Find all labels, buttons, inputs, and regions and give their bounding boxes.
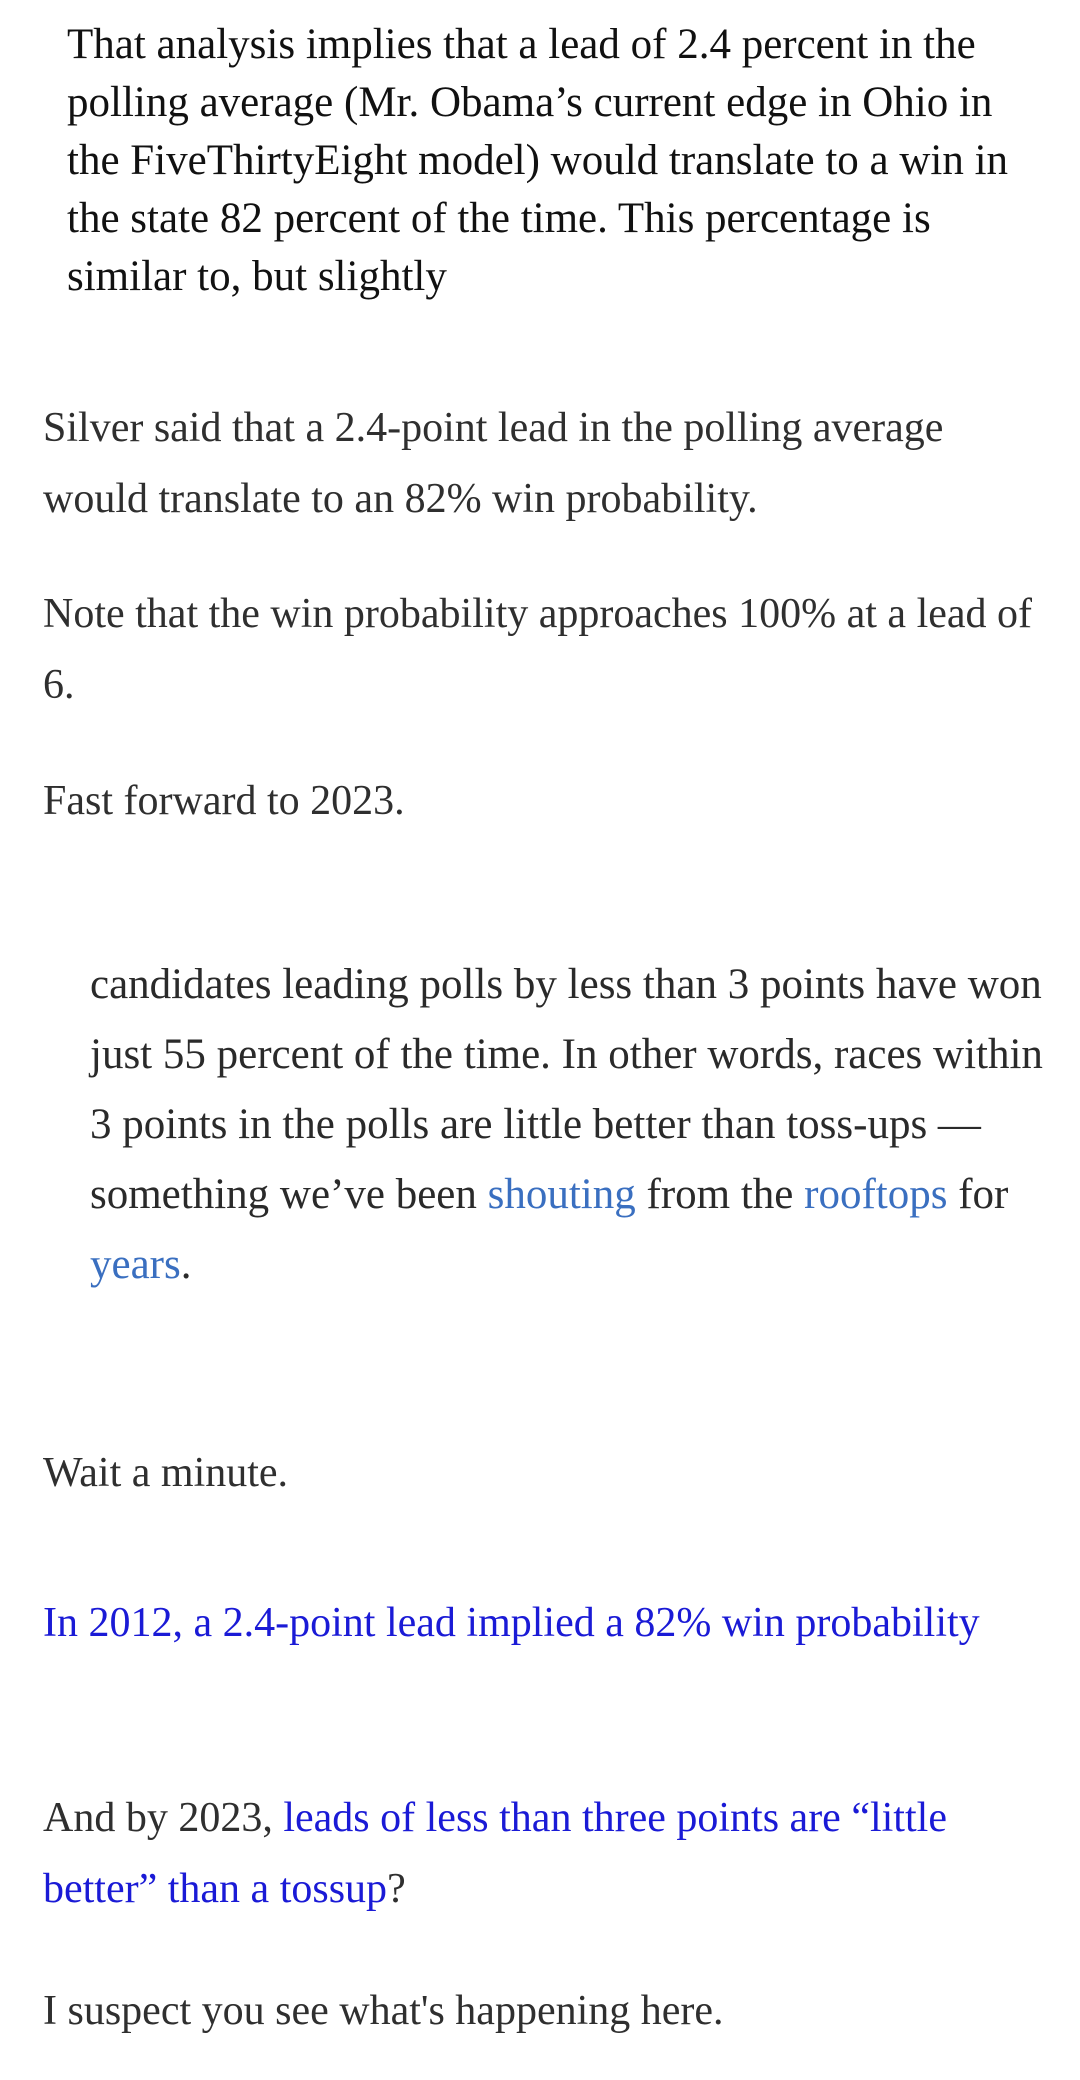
- quoted-excerpt-text: That analysis implies that a lead of 2.4 percent in the polling average (Mr. Obama’s current edge in Ohio in the FiveThirtyEight model) would translate to a win in the state 82 percent of the time. This percentage is similar to, but slightly: [67, 21, 1009, 300]
- paragraph-2023-prefix: And by 2023,: [43, 1795, 284, 1841]
- blockquote-text-3: for: [947, 1171, 1009, 1218]
- link-years[interactable]: years: [90, 1241, 181, 1288]
- paragraph-fast-forward: Fast forward to 2023.: [43, 778, 405, 824]
- link-2012-implied-probability[interactable]: In 2012, a 2.4-point lead implied a 82% win probability: [43, 1600, 980, 1646]
- paragraph-conclusion: I suspect you see what's happening here.: [43, 1988, 724, 2034]
- paragraph-silver-lead: Silver said that a 2.4-point lead in the polling average would translate to an 82% win probability.: [43, 405, 944, 522]
- link-2023-tossup[interactable]: leads of less than three points are “little better” than a tossup: [43, 1795, 947, 1912]
- paragraph-wait-a-minute: Wait a minute.: [43, 1450, 289, 1496]
- paragraph-2012-claim: [43, 1588, 1043, 1659]
- paragraph-win-probability-note: Note that the win probability approaches 100% at a lead of 6.: [43, 591, 1033, 708]
- link-shouting[interactable]: shouting: [487, 1171, 636, 1218]
- paragraph-2023-suffix: ?: [387, 1866, 406, 1912]
- blockquote-text-2: from the: [635, 1171, 805, 1218]
- blockquote-2023: [90, 950, 1050, 1300]
- quoted-excerpt-image: [0, 0, 1080, 320]
- link-rooftops[interactable]: rooftops: [804, 1171, 948, 1218]
- blockquote-text-4: .: [180, 1241, 192, 1288]
- blockquote-text-1: candidates leading polls by less than 3 points have won just 55 percent of the time. In other words, races within 3 points in the polls are little better than toss-ups — something we’ve been: [90, 961, 1043, 1218]
- paragraph-2023-claim: [43, 1783, 1043, 1925]
